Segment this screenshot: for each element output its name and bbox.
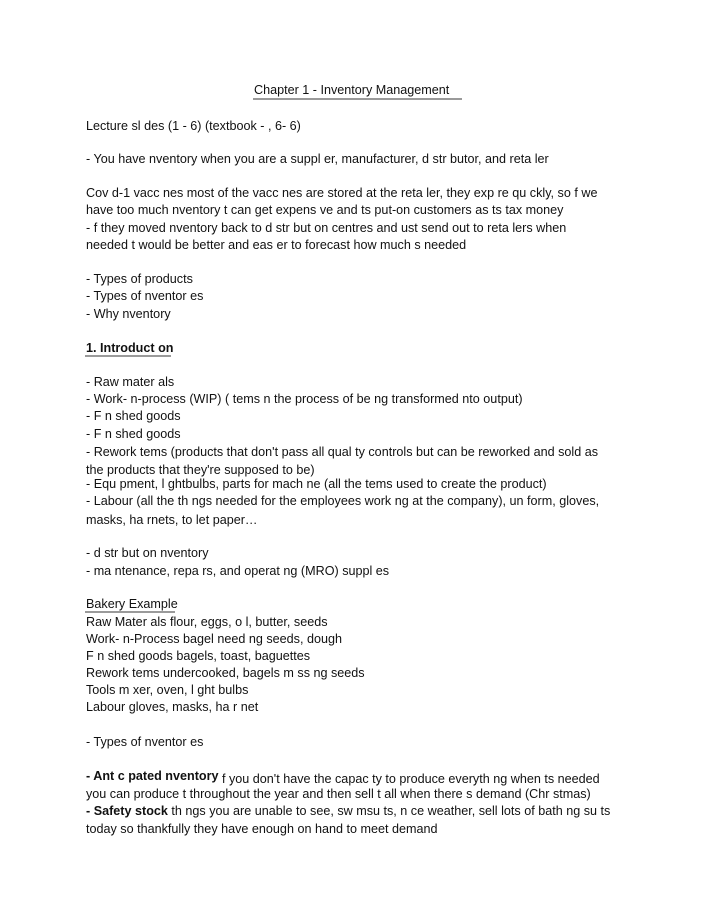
anticipated-inventory-label: - Ant c pated nventory [86,769,219,783]
safety-stock-line-2: today so thankfully they have enough on hand to meet demand [86,822,438,836]
covid-line-1: Cov d-1 vacc nes most of the vacc nes are stored at the reta ler, they exp re qu ckly, so f we [86,186,598,200]
safety-stock-label: - Safety stock [86,804,168,818]
topic-item: - Types of products [86,272,193,286]
section-heading-introduction: 1. Introduct on [86,341,174,355]
topic-item: - Why nventory [86,307,171,321]
bakery-heading-underline [85,611,175,613]
list-item: - Raw mater als [86,375,175,389]
list-item: - Rework tems (products that don't pass all qual ty controls but can be reworked and sold as [86,445,599,459]
bakery-heading: Bakery Example [86,597,178,611]
lecture-line: Lecture sl des (1 - 6) (textbook - , 6- 6) [86,119,301,133]
list-item: - F n shed goods [86,427,181,441]
safety-stock-text: th ngs you are unable to see, sw msu ts, n ce weather, sell lots of bath ng su ts [167,804,611,818]
types-heading: - Types of nventor es [86,735,204,749]
list-item: - Labour (all the th ngs needed for the employees work ng at the company), un form, gloves, [86,494,600,508]
anticipated-inventory-line [86,768,600,784]
safety-stock-line [86,803,610,819]
covid-line-3: - f they moved nventory back to d str but on centres and ust send out to reta lers when [86,221,567,235]
bakery-row: Work- n-Process bagel need ng seeds, dough [86,632,342,646]
anticipated-inventory-line-2: you can produce t throughout the year and then sell t all when there s demand (Chr stmas) [86,787,591,801]
covid-line-4: needed t would be better and eas er to forecast how much s needed [86,238,467,252]
bakery-row: Labour gloves, masks, ha r net [86,700,259,714]
bakery-row: Raw Mater als flour, eggs, o l, butter, seeds [86,615,328,629]
list-item: - F n shed goods [86,409,181,423]
covid-line-2: have too much nventory t can get expens ve and ts put-on customers as ts tax money [86,203,564,217]
list-item: - d str but on nventory [86,546,209,560]
list-item: - Equ pment, l ghtbulbs, parts for mach ne (all the tems used to create the product) [86,477,547,491]
title-underline [253,98,462,100]
intro-line: - You have nventory when you are a suppl er, manufacturer, d str butor, and reta ler [86,152,549,166]
list-item: - ma ntenance, repa rs, and operat ng (MRO) suppl es [86,564,390,578]
bakery-row: Rework tems undercooked, bagels m ss ng seeds [86,666,365,680]
bakery-row: Tools m xer, oven, l ght bulbs [86,683,249,697]
list-item: the products that they're supposed to be) [86,463,315,477]
page-title: Chapter 1 - Inventory Management [254,83,450,97]
list-item: masks, ha rnets, to let paper… [86,513,258,527]
list-item: - Work- n-process (WIP) ( tems n the process of be ng transformed nto output) [86,392,523,406]
topic-item: - Types of nventor es [86,289,204,303]
section-heading-underline [85,355,171,357]
anticipated-inventory-text: f you don't have the capac ty to produce everyth ng when ts needed [218,772,600,786]
bakery-row: F n shed goods bagels, toast, baguettes [86,649,311,663]
